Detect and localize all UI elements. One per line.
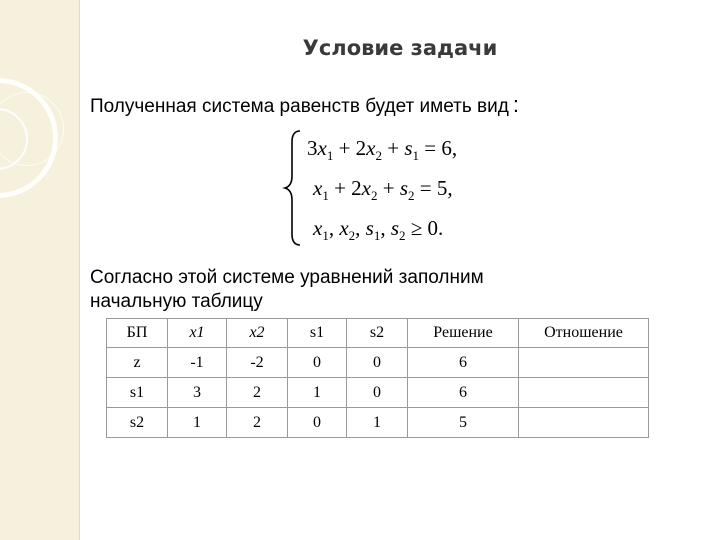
table-cell: 0 <box>288 408 347 438</box>
table-cell: 0 <box>347 348 408 378</box>
table-row <box>107 348 649 378</box>
paragraph-line-1: Согласно этой системе уравнений заполним <box>90 267 484 288</box>
table-cell: 6 <box>408 348 519 378</box>
table-cell <box>519 348 649 378</box>
simplex-table <box>106 318 649 438</box>
table-cell: 0 <box>288 348 347 378</box>
table-row <box>107 378 649 408</box>
table-cell: 2 <box>227 408 288 438</box>
intro-text <box>90 92 519 118</box>
intro-colon: : <box>512 92 519 117</box>
table-header-row <box>107 319 649 348</box>
header-x1: x1 <box>168 319 227 348</box>
table-cell: 1 <box>168 408 227 438</box>
table-cell: 2 <box>227 378 288 408</box>
paragraph-line-2: начальную таблицу <box>90 291 263 312</box>
table-cell: 1 <box>347 408 408 438</box>
left-brace-icon <box>280 128 304 248</box>
header-basis: БП <box>107 319 168 348</box>
table-cell: -2 <box>227 348 288 378</box>
header-x2: x2 <box>227 319 288 348</box>
table-cell: 1 <box>288 378 347 408</box>
equation-2: $x_1 + 2x_2 + s_2 = 5$, <box>313 176 453 203</box>
header-s2: s2 <box>347 319 408 348</box>
table-cell: s1 <box>107 378 168 408</box>
table-cell <box>519 378 649 408</box>
table-cell: 5 <box>408 408 519 438</box>
header-s1: s1 <box>288 319 347 348</box>
table-cell: z <box>107 348 168 378</box>
intro-sentence: Полученная система равенств будет иметь вид <box>90 96 509 117</box>
equation-1: $3x_1 + 2x_2 + s_1 = 6$, <box>307 136 458 163</box>
slide-title: Условие задачи <box>302 36 498 60</box>
table-cell: 6 <box>408 378 519 408</box>
equation-3-nonnegativity: $x_1$, $x_2$, $s_1$, $s_2 \ge 0$. <box>313 216 444 243</box>
table-cell: 3 <box>168 378 227 408</box>
table-cell: s2 <box>107 408 168 438</box>
table-row <box>107 408 649 438</box>
table-cell <box>519 408 649 438</box>
header-solution: Решение <box>408 319 519 348</box>
table-cell: 0 <box>347 378 408 408</box>
decorative-sidebar <box>0 0 80 540</box>
header-ratio: Отношение <box>519 319 649 348</box>
table-cell: -1 <box>168 348 227 378</box>
equation-system <box>280 128 540 248</box>
instruction-paragraph <box>90 266 650 314</box>
